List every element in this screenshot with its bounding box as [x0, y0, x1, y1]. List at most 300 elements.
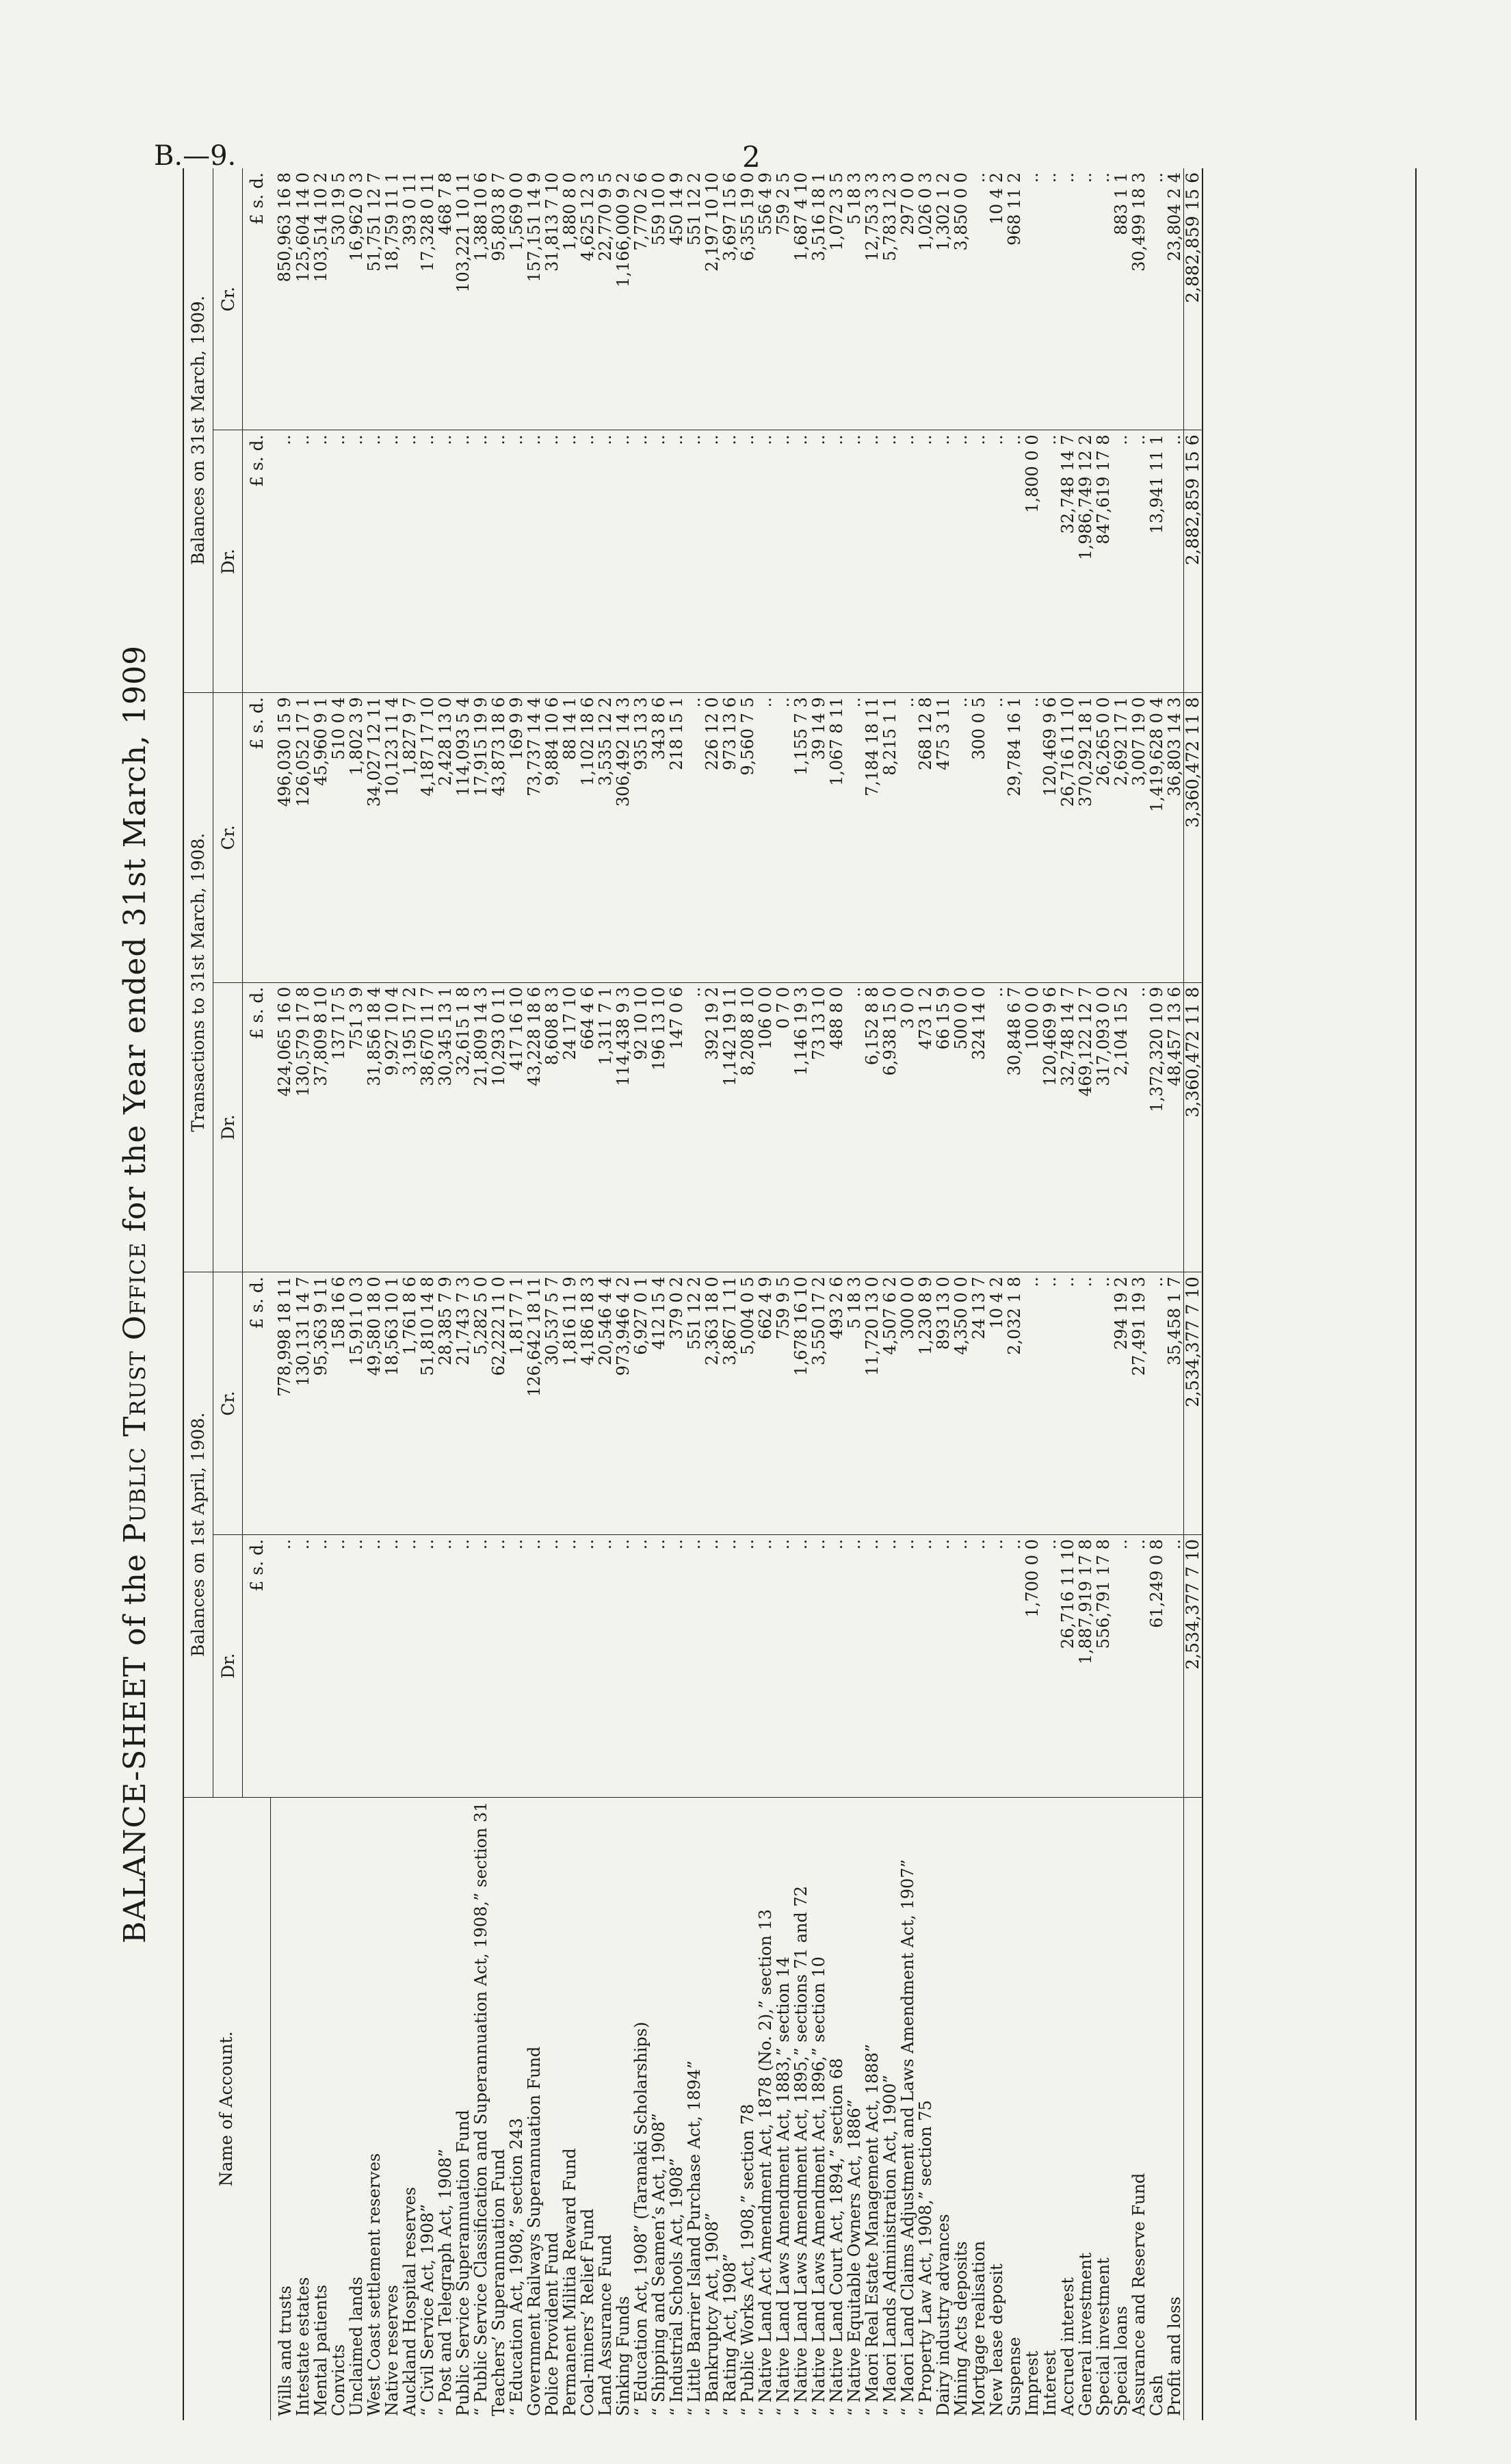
account-name: Intestate estates [293, 2277, 313, 2416]
amount-d2: 1,311 7 1 [596, 982, 614, 1272]
amount-d1: .. [988, 1534, 1006, 1797]
amount-c3: 6,355 19 0 [739, 168, 757, 430]
table-row [472, 168, 490, 2420]
amount-d1: .. [970, 1534, 988, 1797]
amount-c2: 10,123 11 4 [383, 693, 401, 983]
amount-d3: .. [312, 430, 330, 693]
table-row [970, 168, 988, 2420]
amount-d2: 130,579 17 8 [294, 982, 312, 1272]
amount-c2: 268 12 8 [917, 693, 934, 983]
amount-c2: 114,093 5 4 [454, 693, 472, 983]
table-row [294, 168, 312, 2420]
amount-c3: 51,751 12 7 [365, 168, 383, 430]
amount-c3: 556 4 9 [757, 168, 774, 430]
amount-d1: .. [934, 1534, 952, 1797]
amount-c2: .. [757, 693, 774, 983]
amount-c2: .. [685, 693, 703, 983]
amount-c3: 1,388 10 6 [472, 168, 490, 430]
title-office: Public Trust Office [118, 1242, 153, 1544]
amount-d2: 30,848 6 7 [1006, 982, 1023, 1272]
amount-d3: 1,800 0 0 [1023, 430, 1041, 693]
amount-c2: 370,292 18 1 [1077, 693, 1094, 983]
amount-c2: 88 14 1 [561, 693, 579, 983]
amount-d3: .. [1006, 430, 1023, 693]
unit-label: £ s. d. [243, 982, 271, 1272]
amount-d2: 1,146 19 3 [792, 982, 810, 1272]
amount-d3: .. [774, 430, 792, 693]
table-row [1130, 168, 1148, 2420]
amount-d1: .. [312, 1534, 330, 1797]
amount-d1: .. [543, 1534, 561, 1797]
unit-label: £ s. d. [243, 693, 271, 983]
unit-label: £ s. d. [243, 168, 271, 430]
amount-d3: .. [383, 430, 401, 693]
amount-c1: 30,537 5 7 [543, 1272, 561, 1535]
amount-d2: 1,372,320 10 9 [1148, 982, 1166, 1272]
account-name: Land Assurance Fund [595, 2234, 615, 2416]
amount-c1: 21,743 7 3 [454, 1272, 472, 1535]
amount-d1: .. [596, 1534, 614, 1797]
total-dr-2: 3,360,472 11 8 [1183, 982, 1203, 1272]
amount-c1: 28,385 7 9 [436, 1272, 454, 1535]
group-transactions: Transactions to 31st March, 1908. [183, 693, 213, 1272]
amount-c2: .. [845, 693, 863, 983]
table-row [454, 168, 472, 2420]
amount-c2: 4,187 17 10 [419, 693, 436, 983]
account-name: Wills and trusts [275, 2285, 295, 2416]
table-row [436, 168, 454, 2420]
amount-d2: 317,093 0 0 [1094, 982, 1112, 1272]
table-row [988, 168, 1006, 2420]
account-name: Accrued interest [1057, 2277, 1077, 2416]
amount-c3: 10 4 2 [988, 168, 1006, 430]
amount-c2: 496,030 15 9 [270, 693, 294, 983]
amount-d3: .. [330, 430, 347, 693]
amount-c3: 559 10 0 [650, 168, 668, 430]
account-name: Convicts [328, 2344, 348, 2416]
amount-c3: .. [1077, 168, 1094, 430]
amount-c2: 935 13 3 [632, 693, 650, 983]
amount-d1: .. [383, 1534, 401, 1797]
amount-c1: 5,282 5 0 [472, 1272, 490, 1535]
amount-d3: .. [1112, 430, 1130, 693]
amount-c3: 12,753 3 3 [863, 168, 881, 430]
page-title [118, 168, 153, 2420]
amount-d2: 392 19 2 [703, 982, 721, 1272]
amount-d3: .. [490, 430, 508, 693]
amount-c1: .. [1077, 1272, 1094, 1535]
amount-d2: 9,927 10 4 [383, 982, 401, 1272]
amount-c2: 8,215 1 1 [881, 693, 899, 983]
amount-c3: 393 0 11 [401, 168, 419, 430]
amount-c2: .. [1023, 693, 1041, 983]
table-row [792, 168, 810, 2420]
amount-c1: 10 4 2 [988, 1272, 1006, 1535]
amount-d2: 3,195 17 2 [401, 982, 419, 1272]
table-row [1041, 168, 1059, 2420]
amount-d1: .. [863, 1534, 881, 1797]
amount-d3: .. [952, 430, 970, 693]
amount-c2: 2,692 17 1 [1112, 693, 1130, 983]
amount-c1: 62,222 11 0 [490, 1272, 508, 1535]
amount-c3: 1,569 0 0 [508, 168, 525, 430]
table-row [721, 168, 739, 2420]
amount-c3: 17,328 0 11 [419, 168, 436, 430]
col-dr-1: Dr. [213, 1534, 243, 1797]
amount-d2: 38,670 11 7 [419, 982, 436, 1272]
amount-c3: 1,072 3 5 [828, 168, 845, 430]
amount-d2: 73 13 10 [810, 982, 828, 1272]
account-name: Government Railways Superannuation Fund [524, 2046, 544, 2416]
title-suffix: for the Year ended 31st March, 1909 [118, 645, 153, 1242]
amount-d2: 32,748 14 7 [1059, 982, 1077, 1272]
amount-c1: 551 12 2 [685, 1272, 703, 1535]
table-row [270, 168, 294, 2420]
amount-c3: 530 19 5 [330, 168, 347, 430]
amount-d2: 43,228 18 6 [525, 982, 543, 1272]
table-row [1112, 168, 1130, 2420]
account-name: Special investment [1093, 2257, 1113, 2416]
amount-d2: 31,856 18 4 [365, 982, 383, 1272]
amount-d3: .. [917, 430, 934, 693]
col-dr-2: Dr. [213, 982, 243, 1272]
amount-d3: .. [703, 430, 721, 693]
amount-c2: 306,492 14 3 [614, 693, 632, 983]
amount-c2: 120,469 9 6 [1041, 693, 1059, 983]
amount-d1: .. [454, 1534, 472, 1797]
amount-d2: 120,469 9 6 [1041, 982, 1059, 1272]
amount-c2: 226 12 0 [703, 693, 721, 983]
amount-c1: .. [1148, 1272, 1166, 1535]
table-row [614, 168, 632, 2420]
amount-d2: 1,142 19 11 [721, 982, 739, 1272]
account-name: Cash [1146, 2374, 1166, 2416]
amount-d2: 21,809 14 3 [472, 982, 490, 1272]
amount-d3: .. [1130, 430, 1148, 693]
table-row [952, 168, 970, 2420]
account-name: Unclaimed lands [346, 2277, 366, 2416]
unit-label: £ s. d. [243, 1272, 271, 1535]
amount-c3: 759 2 5 [774, 168, 792, 430]
amount-c1: 2,032 1 8 [1006, 1272, 1023, 1535]
amount-d3: .. [970, 430, 988, 693]
account-name: Profit and loss [1164, 2296, 1184, 2416]
amount-d2: .. [845, 982, 863, 1272]
account-name: Imprest [1022, 2350, 1042, 2416]
amount-c3: 1,687 4 10 [792, 168, 810, 430]
amount-d2: .. [988, 982, 1006, 1272]
amount-d3: .. [1041, 430, 1059, 693]
amount-c1: 493 2 6 [828, 1272, 845, 1535]
total-cr-3: 2,882,859 15 6 [1183, 168, 1203, 430]
amount-d1: .. [294, 1534, 312, 1797]
amount-d3: .. [685, 430, 703, 693]
amount-d3: .. [810, 430, 828, 693]
amount-c3: 103,221 10 11 [454, 168, 472, 430]
amount-d3: 1,986,749 12 2 [1077, 430, 1094, 693]
amount-c2: .. [774, 693, 792, 983]
amount-d1: .. [330, 1534, 347, 1797]
amount-d3: .. [472, 430, 490, 693]
account-name: “ Little Barrier Island Purchase Act, 1894” [684, 2060, 704, 2416]
amount-c2: 9,560 7 5 [739, 693, 757, 983]
amount-c2: 3,535 12 2 [596, 693, 614, 983]
account-name: Permanent Militia Reward Fund [560, 2148, 579, 2416]
amount-c3: 2,197 10 10 [703, 168, 721, 430]
account-name: “ Post and Telegraph Act, 1908” [435, 2149, 455, 2416]
col-dr-3: Dr. [213, 430, 243, 693]
amount-c1: 1,817 7 1 [508, 1272, 525, 1535]
amount-c3: 22,770 9 5 [596, 168, 614, 430]
amount-d3: .. [436, 430, 454, 693]
account-name: Suspense [1004, 2337, 1024, 2416]
amount-c3: .. [1041, 168, 1059, 430]
amount-c3: 1,880 8 0 [561, 168, 579, 430]
amount-c1: 11,720 13 0 [863, 1272, 881, 1535]
amount-c2: 343 8 6 [650, 693, 668, 983]
table-row [703, 168, 721, 2420]
amount-d2: 8,608 8 3 [543, 982, 561, 1272]
amount-d1: .. [685, 1534, 703, 1797]
account-name: “ Maori Real Estate Management Act, 1888” [862, 2043, 882, 2416]
table-row [347, 168, 365, 2420]
amount-c1: 379 0 2 [668, 1272, 685, 1535]
amount-d1: .. [917, 1534, 934, 1797]
amount-c3: 4,625 12 3 [579, 168, 596, 430]
amount-d1: .. [792, 1534, 810, 1797]
amount-d3: .. [668, 430, 685, 693]
account-name: “ Education Act, 1908” (Taranaki Scholarships) [631, 2021, 651, 2416]
table-row [596, 168, 614, 2420]
amount-c1: 300 0 0 [899, 1272, 917, 1535]
amount-c3: 3,697 15 6 [721, 168, 739, 430]
table-row [739, 168, 757, 2420]
amount-c3: .. [1148, 168, 1166, 430]
account-name: “ Education Act, 1908,” section 243 [506, 2118, 526, 2416]
amount-c2: 26,265 0 0 [1094, 693, 1112, 983]
account-rows [270, 168, 1183, 2420]
amount-d3: .. [508, 430, 525, 693]
amount-d1: .. [561, 1534, 579, 1797]
amount-d3: 32,748 14 7 [1059, 430, 1077, 693]
account-name: “ Maori Lands Administration Act, 1900” [880, 2075, 899, 2416]
amount-d3: .. [739, 430, 757, 693]
account-name: General investment [1075, 2252, 1095, 2416]
amount-c1: 95,363 9 11 [312, 1272, 330, 1535]
amount-d2: 664 4 6 [579, 982, 596, 1272]
amount-d2: 106 0 0 [757, 982, 774, 1272]
account-name: Police Provident Fund [542, 2232, 562, 2416]
amount-c3: 7,770 2 6 [632, 168, 650, 430]
amount-c3: 1,166,000 9 2 [614, 168, 632, 430]
amount-c1: 126,642 18 11 [525, 1272, 543, 1535]
amount-d1: .. [1130, 1534, 1148, 1797]
amount-c3: 850,963 16 8 [270, 168, 294, 430]
amount-d3: .. [1166, 430, 1184, 693]
amount-c3: 16,962 0 3 [347, 168, 365, 430]
amount-c1: 893 13 0 [934, 1272, 952, 1535]
amount-c3: 18,759 11 1 [383, 168, 401, 430]
amount-d1: 1,887,919 17 8 [1077, 1534, 1094, 1797]
amount-c2: 218 15 1 [668, 693, 685, 983]
amount-d3: .. [419, 430, 436, 693]
amount-c1: 778,998 18 11 [270, 1272, 294, 1535]
account-name: “ Rating Act, 1908” [720, 2253, 739, 2416]
amount-c1: .. [1023, 1272, 1041, 1535]
table-row [330, 168, 347, 2420]
account-name: “ Bankruptcy Act, 1908” [702, 2212, 722, 2416]
amount-d2: .. [1130, 982, 1148, 1272]
amount-c2: 169 9 9 [508, 693, 525, 983]
table-row [508, 168, 525, 2420]
table-row [543, 168, 561, 2420]
amount-d2: 2,104 15 2 [1112, 982, 1130, 1272]
amount-c1: 1,816 11 9 [561, 1272, 579, 1535]
amount-c1: 4,507 6 2 [881, 1272, 899, 1535]
amount-c2: 39 14 9 [810, 693, 828, 983]
table-row [312, 168, 330, 2420]
amount-c1: 24 13 7 [970, 1272, 988, 1535]
amount-c1: 662 4 9 [757, 1272, 774, 1535]
amount-c2: 973 13 6 [721, 693, 739, 983]
amount-d2: 0 7 0 [774, 982, 792, 1272]
account-name: Public Service Superannuation Fund [453, 2110, 473, 2416]
table-row [1006, 168, 1023, 2420]
amount-c3: 5 18 3 [845, 168, 863, 430]
amount-d3: .. [934, 430, 952, 693]
amount-c2: .. [899, 693, 917, 983]
amount-c1: 20,546 4 4 [596, 1272, 614, 1535]
account-name: Native reserves [382, 2285, 402, 2416]
amount-c1: 3,867 1 11 [721, 1272, 739, 1535]
amount-c2: 2,428 13 0 [436, 693, 454, 983]
table-row [401, 168, 419, 2420]
table-row [525, 168, 543, 2420]
amount-d1: .. [508, 1534, 525, 1797]
title-prefix: BALANCE-SHEET of the [118, 1543, 153, 1943]
amount-d3: .. [650, 430, 668, 693]
amount-d1: .. [490, 1534, 508, 1797]
amount-d2: 48,457 13 6 [1166, 982, 1184, 1272]
total-dr-1: 2,534,377 7 10 [1183, 1534, 1203, 1797]
table-row [668, 168, 685, 2420]
amount-c3: 1,302 1 2 [934, 168, 952, 430]
amount-c2: 1,155 7 3 [792, 693, 810, 983]
account-name: West Coast settlement reserves [364, 2153, 384, 2416]
amount-c3: 31,813 7 10 [543, 168, 561, 430]
account-name: Teachers’ Superannuation Fund [488, 2149, 508, 2416]
amount-c1: .. [1041, 1272, 1059, 1535]
amount-c2: 43,873 18 6 [490, 693, 508, 983]
account-name: “ Native Equitable Owners Act, 1886” [844, 2099, 864, 2416]
amount-d2: 324 14 0 [970, 982, 988, 1272]
amount-c2: .. [988, 693, 1006, 983]
amount-d3: .. [899, 430, 917, 693]
amount-d2: 424,065 16 0 [270, 982, 294, 1272]
amount-c2: 26,716 11 10 [1059, 693, 1077, 983]
amount-c1: 294 19 2 [1112, 1272, 1130, 1535]
table-row [810, 168, 828, 2420]
page-number: 2 [742, 140, 761, 174]
document-reference: B.—9. [154, 140, 237, 172]
amount-d2: 3 0 0 [899, 982, 917, 1272]
amount-c3: 468 7 8 [436, 168, 454, 430]
amount-d3: .. [294, 430, 312, 693]
amount-c3: 883 1 1 [1112, 168, 1130, 430]
account-name: Mining Acts deposits [951, 2241, 971, 2416]
table-row [881, 168, 899, 2420]
table-row [561, 168, 579, 2420]
total-cr-2: 3,360,472 11 8 [1183, 693, 1203, 983]
amount-d1: .. [419, 1534, 436, 1797]
amount-c1: 18,563 10 1 [383, 1272, 401, 1535]
amount-d1: .. [436, 1534, 454, 1797]
amount-d1: 1,700 0 0 [1023, 1534, 1041, 1797]
amount-c3: 125,604 14 0 [294, 168, 312, 430]
amount-d3: .. [828, 430, 845, 693]
amount-d2: 114,438 9 3 [614, 982, 632, 1272]
amount-c3: 157,151 14 9 [525, 168, 543, 430]
table-row [383, 168, 401, 2420]
account-name: Dairy industry advances [933, 2214, 953, 2416]
table-row [934, 168, 952, 2420]
amount-c3: .. [1059, 168, 1077, 430]
amount-c1: 5 18 3 [845, 1272, 863, 1535]
amount-d2: 473 1 2 [917, 982, 934, 1272]
amount-d3: 13,941 11 1 [1148, 430, 1166, 693]
amount-d1: .. [347, 1534, 365, 1797]
amount-d3: .. [270, 430, 294, 693]
amount-c1: 27,491 19 3 [1130, 1272, 1148, 1535]
account-name: Special loans [1111, 2306, 1131, 2416]
table-row [899, 168, 917, 2420]
amount-d3: .. [988, 430, 1006, 693]
balance-table [183, 168, 1203, 2420]
rotated-balance-sheet [118, 168, 1417, 2420]
amount-c2: 510 0 4 [330, 693, 347, 983]
amount-c1: 5,004 0 5 [739, 1272, 757, 1535]
account-name: “ Maori Land Claims Adjustment and Laws Amendment Act, 1907” [897, 1859, 917, 2416]
table-row [1166, 168, 1184, 2420]
amount-c2: 36,803 14 3 [1166, 693, 1184, 983]
amount-d1: .. [703, 1534, 721, 1797]
account-name: “ Property Law Act, 1908,” section 75 [915, 2100, 935, 2416]
amount-c2: 34,027 12 11 [365, 693, 383, 983]
amount-d1: .. [1006, 1534, 1023, 1797]
amount-d1: .. [472, 1534, 490, 1797]
amount-d2: 417 16 10 [508, 982, 525, 1272]
amount-d1: .. [774, 1534, 792, 1797]
amount-c1: 158 16 6 [330, 1272, 347, 1535]
amount-d3: .. [614, 430, 632, 693]
amount-d1: 61,249 0 8 [1148, 1534, 1166, 1797]
amount-d1: .. [650, 1534, 668, 1797]
amount-d1: .. [721, 1534, 739, 1797]
amount-c2: 7,184 18 11 [863, 693, 881, 983]
amount-c3: .. [970, 168, 988, 430]
amount-c1: .. [1094, 1272, 1112, 1535]
amount-c1: 1,230 8 9 [917, 1272, 934, 1535]
amount-c3: 5,783 12 3 [881, 168, 899, 430]
amount-d3: .. [845, 430, 863, 693]
account-name: “ Native Land Act Amendment Act, 1878 (No. 2),” section 13 [755, 1909, 775, 2416]
account-name: “ Native Land Laws Amendment Act, 1896,” section 10 [809, 1956, 828, 2416]
amount-c2: 17,915 19 9 [472, 693, 490, 983]
amount-c3: 1,026 0 3 [917, 168, 934, 430]
amount-c1: 759 9 5 [774, 1272, 792, 1535]
amount-c2: 3,007 19 0 [1130, 693, 1148, 983]
amount-c1: 1,678 16 10 [792, 1272, 810, 1535]
